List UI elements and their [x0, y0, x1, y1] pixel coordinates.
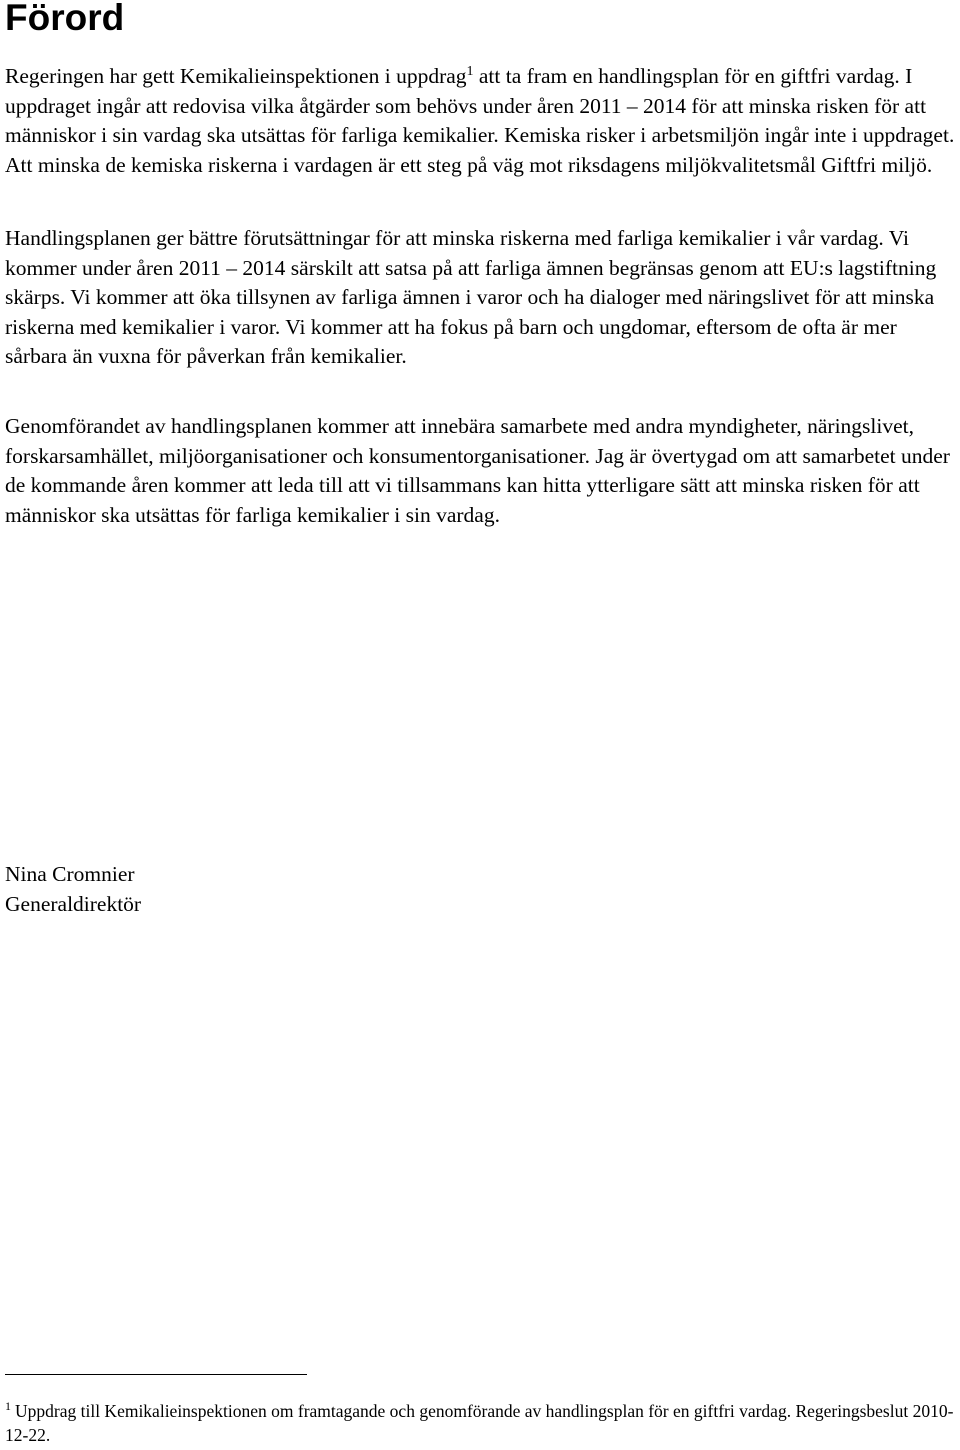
footnote-marker: 1: [5, 1399, 11, 1414]
paragraph-3: Genomförandet av handlingsplanen kommer att innebära samarbete med andra myndigheter, näringslivet, forskarsamhället, miljöorganisationer och konsumentorganisationer. Jag är övertygad om att samarbetet under de kommande åren kommer att leda till att vi tillsammans kan hitta ytterligare sätt att minska risken för att människor ska utsättas för farliga kemikalier i sin vardag.: [5, 414, 950, 527]
signer-role: Generaldirektör: [5, 891, 142, 916]
page-title: Förord: [5, 0, 125, 38]
signer-name: Nina Cromnier: [5, 862, 135, 886]
footnote-separator: [5, 1374, 307, 1375]
paragraph-1-text-start: Regeringen har gett Kemikalieinspektionen i uppdrag: [5, 64, 467, 88]
signature-block: [5, 860, 141, 919]
paragraph-2: Handlingsplanen ger bättre förutsättningar för att minska riskerna med farliga kemikalier i vår vardag. Vi kommer under åren 2011 – 2014 särskilt att satsa på att farliga ämnen begränsas genom att EU:s lagstiftning skärps. Vi kommer att öka tillsynen av farliga ämnen i varor och ha dialoger med näringslivet för att minska riskerna med kemikalier i varor. Vi kommer att ha fokus på barn och ungdomar, eftersom de ofta är mer sårbara än vuxna för påverkan från kemikalier.: [5, 226, 937, 368]
paragraph-1: [5, 62, 957, 180]
footnote-text: Uppdrag till Kemikalieinspektionen om framtagande och genomförande av handlingsplan för en giftfri vardag. Regeringsbeslut 2010-12-22.: [5, 1401, 954, 1445]
footnote-reference: 1: [466, 63, 474, 79]
footnote: [5, 1399, 957, 1447]
paragraph-1-text-end: att ta fram en handlingsplan för en giftfri vardag. I uppdraget ingår att redovisa vilka åtgärder som behövs under åren 2011 – 2014 för att minska risken för att människor i sin vardag ska utsättas för farliga kemikalier. Kemiska risker i arbetsmiljön ingår inte i uppdraget. Att minska de kemiska riskerna i vardagen är ett steg på väg mot riksdagens miljökvalitetsmål Giftfri miljö.: [5, 64, 955, 177]
